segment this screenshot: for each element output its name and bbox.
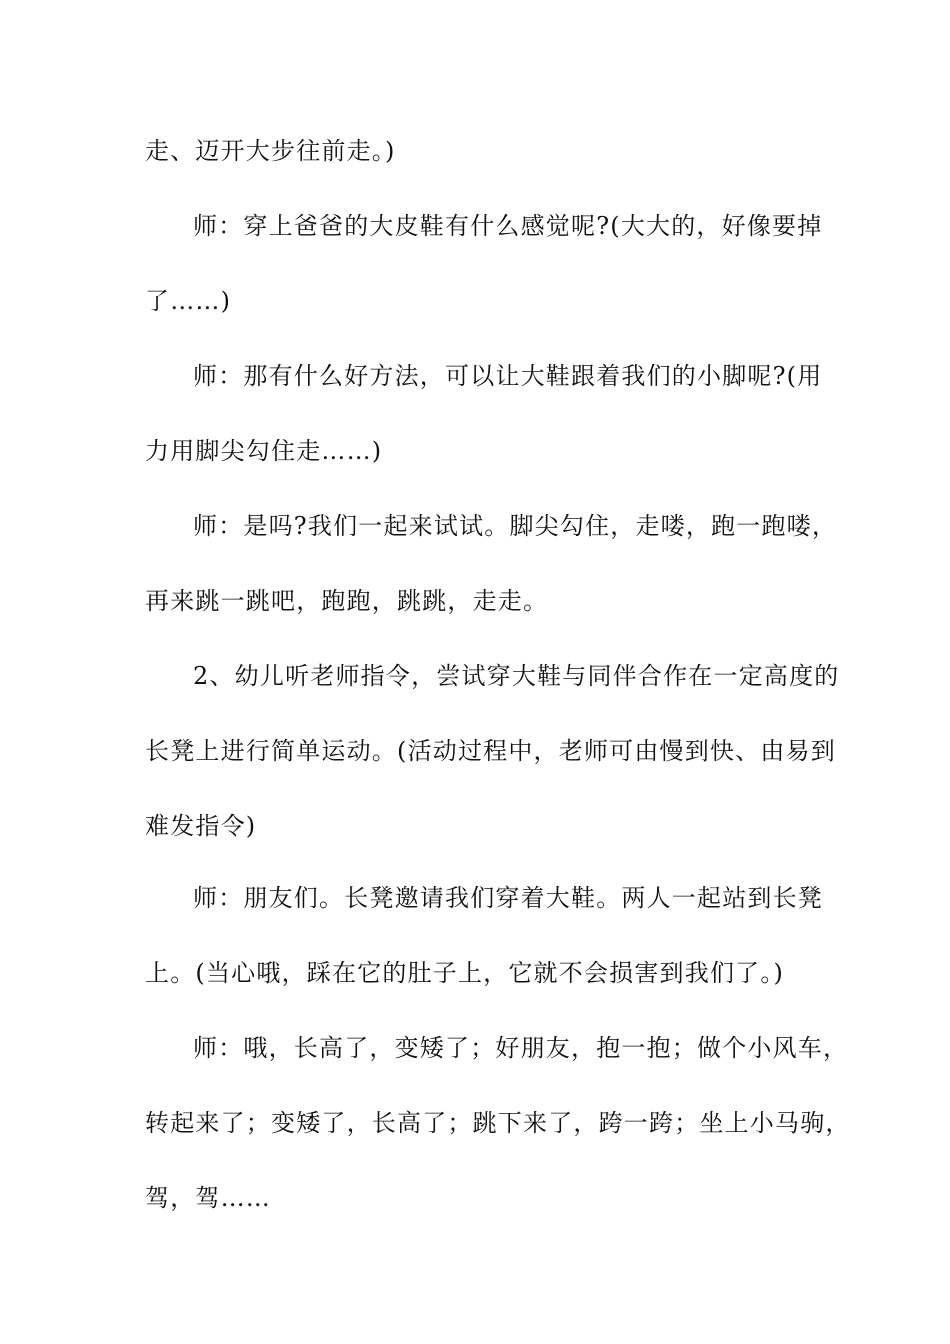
text-line: 力用脚尖勾住走……) [145, 437, 383, 465]
text-line: 师：那有什么好方法，可以让大鞋跟着我们的小脚呢?(用 [193, 362, 823, 390]
text-line: 再来跳一跳吧，跑跑，跳跳，走走。 [145, 587, 549, 615]
text-line: 师：穿上爸爸的大皮鞋有什么感觉呢?(大大的，好像要掉 [193, 212, 823, 240]
text-line: 长凳上进行简单运动。(活动过程中，老师可由慢到快、由易到 [145, 737, 836, 765]
text-line: 转起来了；变矮了，长高了；跳下来了，跨一跨；坐上小马驹， [145, 1109, 851, 1137]
text-line: 上。(当心哦，踩在它的肚子上，它就不会损害到我们了。) [145, 959, 785, 987]
text-line: 师：是吗?我们一起来试试。脚尖勾住，走喽，跑一跑喽， [193, 512, 838, 540]
text-line: 走、迈开大步往前走。) [145, 137, 396, 165]
text-line: 了……) [145, 287, 232, 315]
text-line: 难发指令) [145, 812, 257, 840]
text-line: 师：哦，长高了，变矮了；好朋友，抱一抱；做个小风车， [193, 1034, 849, 1062]
text-line: 2、幼儿听老师指令，尝试穿大鞋与同伴合作在一定高度的 [193, 662, 840, 690]
text-line: 师：朋友们。长凳邀请我们穿着大鞋。两人一起站到长凳 [193, 884, 823, 912]
text-line: 驾，驾…… [145, 1184, 271, 1212]
